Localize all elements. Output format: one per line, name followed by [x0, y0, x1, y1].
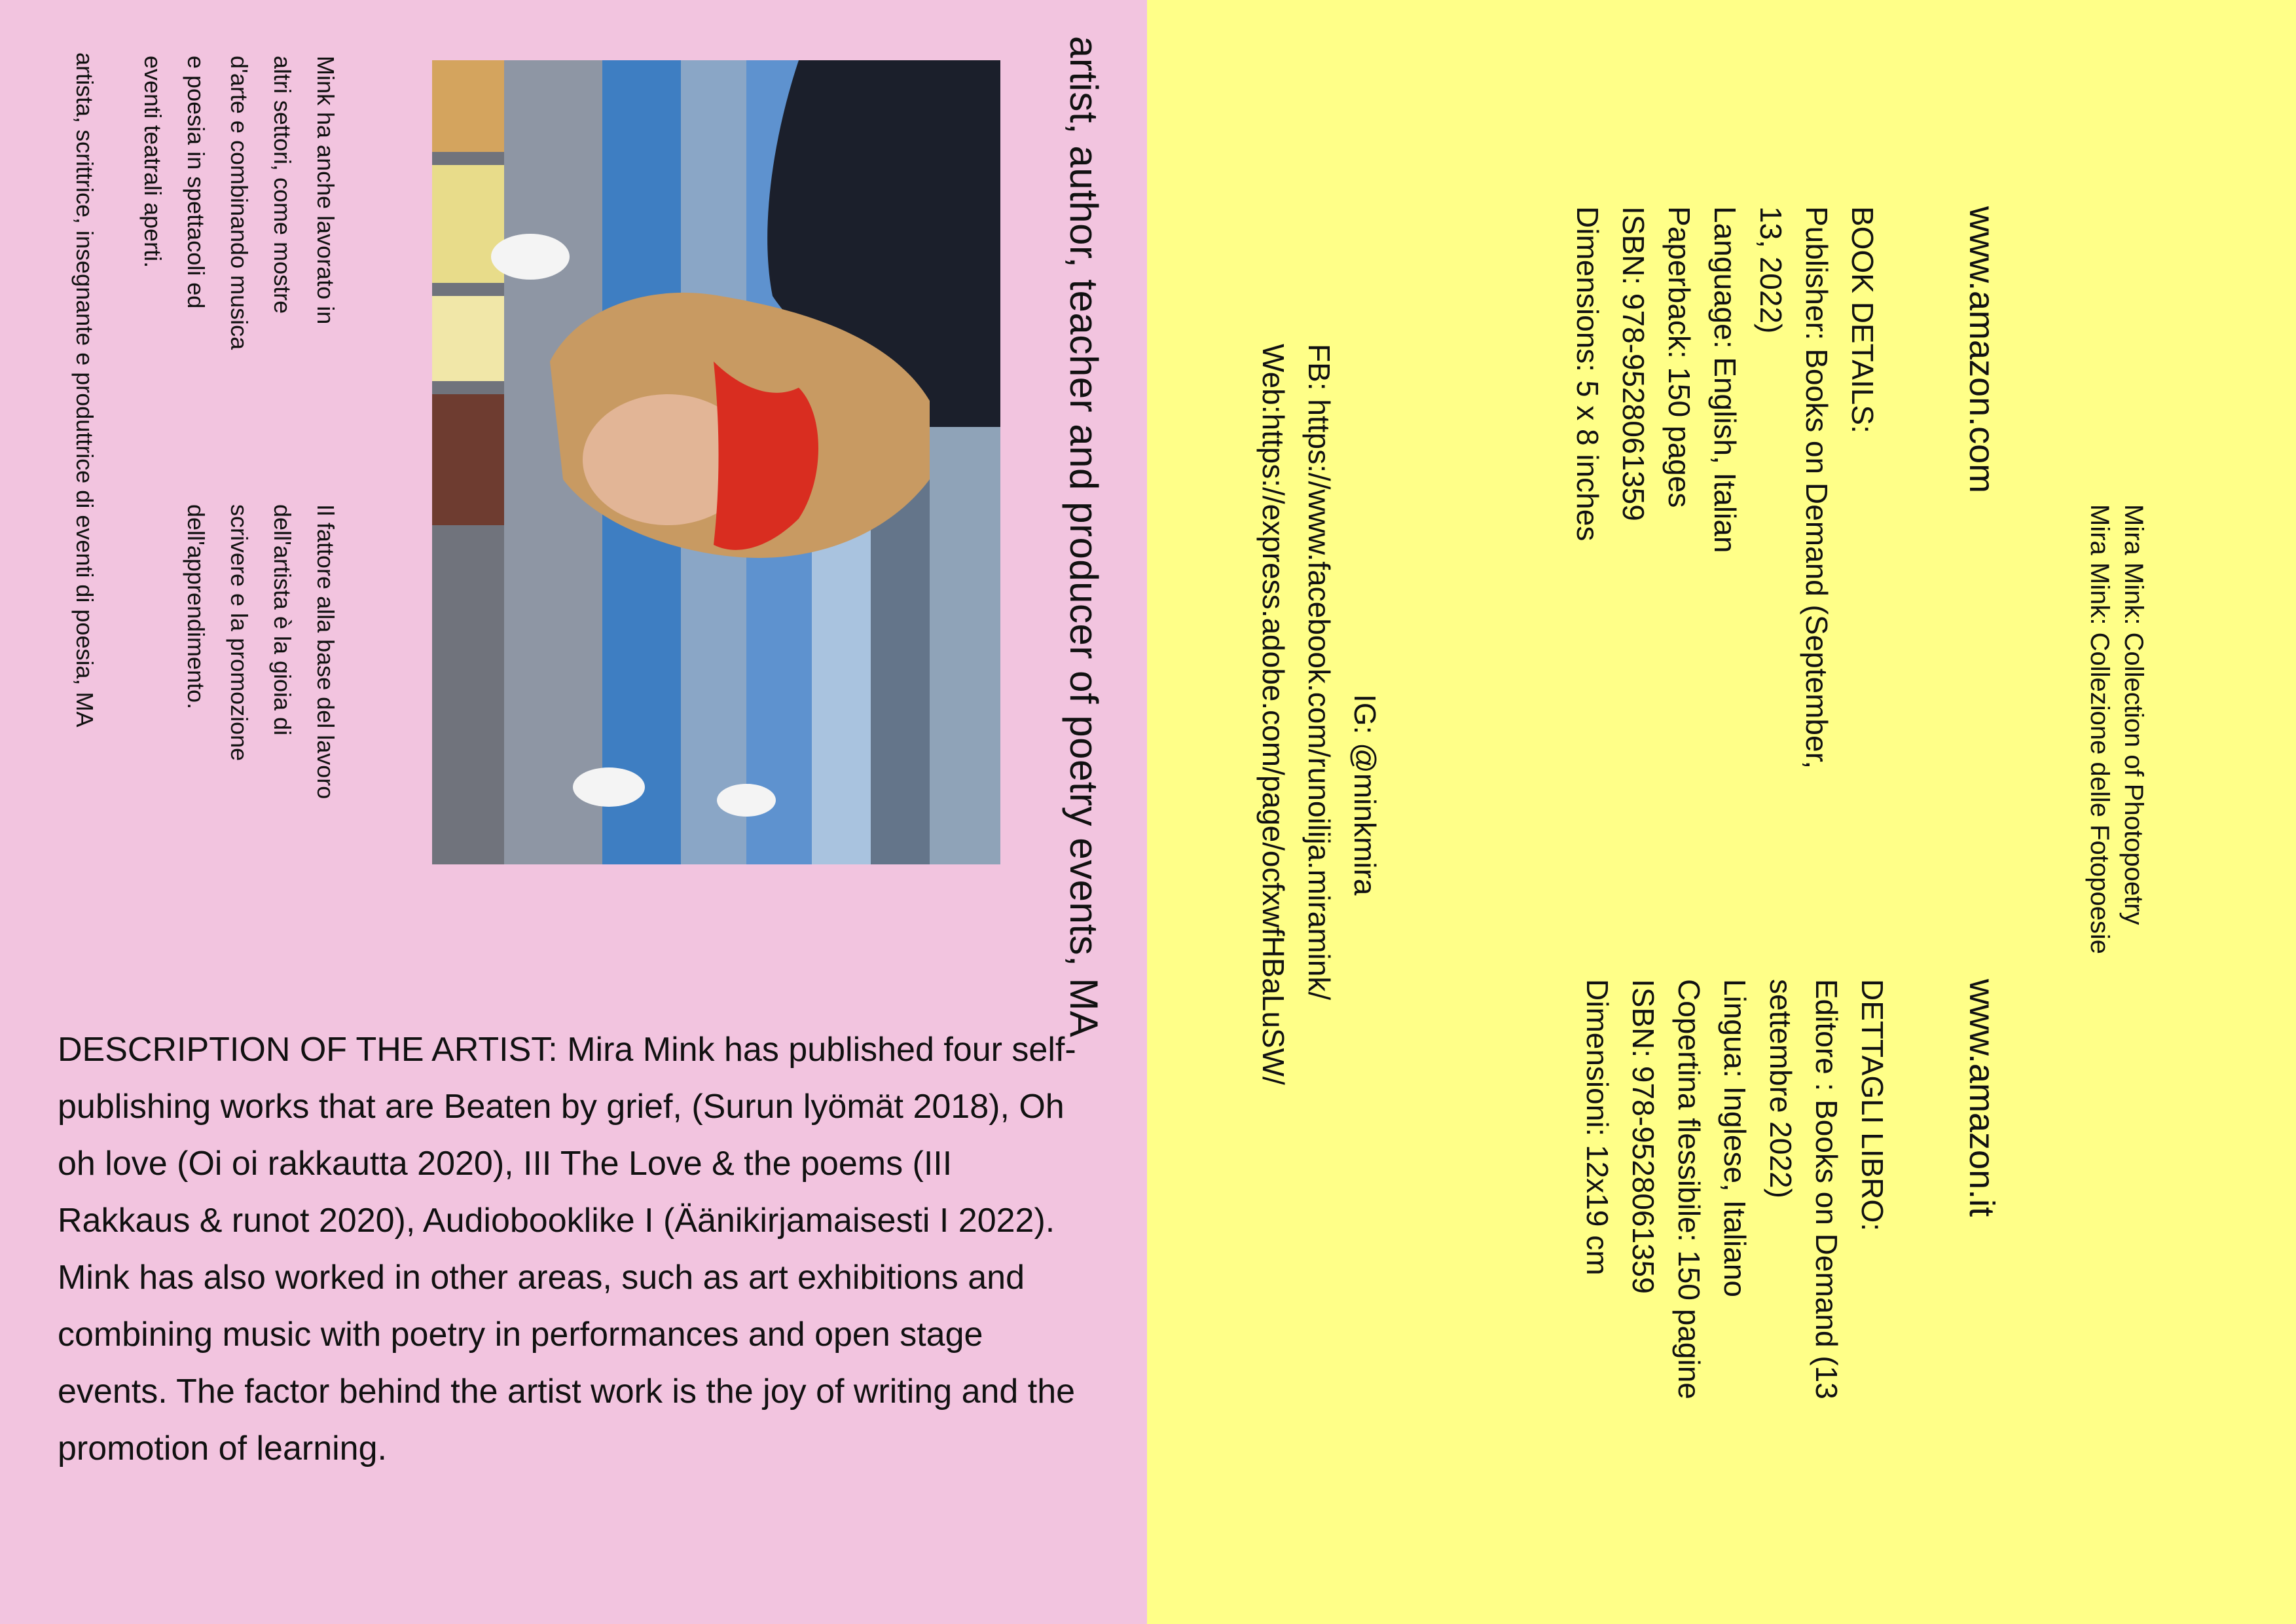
- book-details-line-1: BOOK DETAILS:: [1846, 206, 1880, 434]
- book-details-line-5: Paperback: 150 pages: [1662, 206, 1696, 508]
- amazon-it-link[interactable]: www.amazon.it: [1962, 979, 2001, 1217]
- dettagli-line-6: ISBN: 978-9528061359: [1626, 979, 1660, 1294]
- book-details-line-4: Language: English, Italian: [1708, 206, 1742, 553]
- dettagli-libro: [1575, 979, 1895, 1399]
- italian-a-line-5: eventi teatrali aperti.: [139, 56, 166, 268]
- dettagli-line-5: Copertina flessibile: 150 pagine: [1672, 979, 1706, 1399]
- dettagli-line-4: Lingua: Inglese, Italiano: [1718, 979, 1752, 1297]
- italian-b-line-2: dell'artista è la gioia di: [269, 504, 296, 736]
- book-details-line-7: Dimensions: 5 x 8 inches: [1571, 206, 1605, 542]
- book-details: [1565, 206, 1886, 769]
- book-details-line-2: Publisher: Books on Demand (September,: [1800, 206, 1834, 769]
- italian-b-line-3: scrivere e la promozione: [226, 504, 253, 762]
- title-italian: Mira Mink: Collezione delle Fotopoesie: [2085, 504, 2114, 954]
- italian-a-line-3: d'arte e combinando musica: [226, 56, 253, 350]
- amazon-com-link[interactable]: www.amazon.com: [1962, 206, 2001, 494]
- social-links: [1342, 694, 1388, 895]
- italian-paragraph-a: [131, 56, 347, 350]
- artist-heading: artist, author, teacher and producer of poetry events, MA: [1062, 36, 1106, 1038]
- title-english: Mira Mink: Collection of Photopoetry: [2119, 504, 2148, 925]
- dettagli-line-2: Editore : Books on Demand (13: [1810, 979, 1844, 1399]
- description-paragraph-2: Mink has also worked in other areas, such as art exhibitions and combining music with poetry in performances and open stage events. The factor behind the artist work is the joy of writing and the promotion of learning.: [58, 1259, 1076, 1467]
- book-details-line-6: ISBN: 978-9528061359: [1616, 206, 1650, 521]
- italian-a-line-1: Mink ha anche lavorato in: [312, 56, 339, 325]
- italian-a-line-4: e poesia in spettacoli ed: [183, 56, 210, 309]
- artist-description: [58, 1022, 1079, 1477]
- dettagli-line-1: DETTAGLI LIBRO:: [1855, 979, 1889, 1232]
- website-link[interactable]: Web:https://express.adobe.com/page/ocfxwfHBaLuSW/: [1256, 344, 1290, 1085]
- italian-tagline: artista, scrittrice, insegnante e produttrice di eventi di poesia, MA: [71, 52, 98, 728]
- italian-b-line-1: Il fattore alla base del lavoro: [312, 504, 339, 800]
- description-paragraph-1: DESCRIPTION OF THE ARTIST: Mira Mink has published four self-publishing works that are Beaten by grief, (Surun lyömät 2018), Oh oh love (Oi oi rakkautta 2020), III The Love & the poems (III Rakkaus & runot 2020), Audiobooklike I (Äänikirjamaisesti I 2022).: [58, 1031, 1076, 1240]
- italian-paragraph-b: [174, 504, 347, 799]
- book-details-line-3: 13, 2022): [1754, 206, 1788, 334]
- italian-b-line-4: dell'apprendimento.: [183, 504, 210, 710]
- instagram-link[interactable]: IG: @minkmira: [1348, 694, 1382, 896]
- italian-a-line-2: altri settori, come mostre: [269, 56, 296, 314]
- dettagli-line-3: settembre 2022): [1764, 979, 1798, 1198]
- facebook-link[interactable]: FB: https://www.facebook.com/runoilija.miramink/: [1302, 344, 1336, 1001]
- dettagli-line-7: Dimensioni: 12x19 cm: [1580, 979, 1614, 1276]
- social-links-web: [1250, 344, 1342, 1085]
- pink-panel: [0, 0, 1147, 1624]
- book-titles: [2083, 504, 2151, 954]
- artist-photo: [432, 60, 1000, 864]
